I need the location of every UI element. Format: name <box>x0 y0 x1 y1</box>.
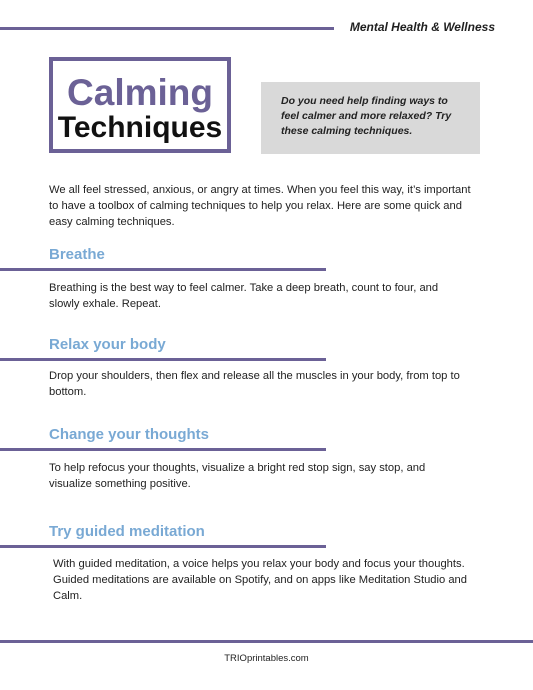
category-label: Mental Health & Wellness <box>349 20 495 34</box>
section-body-breathe: Breathing is the best way to feel calmer. Take a deep breath, count to four, and slowly exhale. Repeat. <box>49 282 439 310</box>
section-body-relax: Drop your shoulders, then flex and release all the muscles in your body, from top to bottom. <box>49 370 460 398</box>
bottom-rule <box>0 640 533 643</box>
section-body-thoughts: To help refocus your thoughts, visualize a bright red stop sign, say stop, and visualize something positive. <box>49 462 426 490</box>
title-line-1: Calming <box>67 72 213 113</box>
section-rule <box>0 448 326 451</box>
section-heading-meditation: Try guided meditation <box>49 523 205 540</box>
title-line-2: Techniques <box>57 111 223 144</box>
section-heading-relax: Relax your body <box>49 336 166 353</box>
top-rule <box>0 27 334 30</box>
section-rule <box>0 268 326 271</box>
section-rule <box>0 358 326 361</box>
section-rule <box>0 545 326 548</box>
intro-paragraph: We all feel stressed, anxious, or angry at times. When you feel this way, it’s important to have a toolbox of calming techniques to help you relax. Here are some quick and easy calming techniques. <box>49 184 471 228</box>
section-heading-thoughts: Change your thoughts <box>49 426 209 443</box>
section-heading-breathe: Breathe <box>49 246 105 263</box>
title-box <box>49 57 231 153</box>
footer-website: TRIOprintables.com <box>224 653 309 664</box>
callout-box: Do you need help finding ways to feel calmer and more relaxed? Try these calming techniques. <box>261 82 480 154</box>
section-body-meditation: With guided meditation, a voice helps you relax your body and focus your thoughts. Guided meditations are available on Spotify, and on apps like Meditation Studio and Calm. <box>53 558 467 602</box>
